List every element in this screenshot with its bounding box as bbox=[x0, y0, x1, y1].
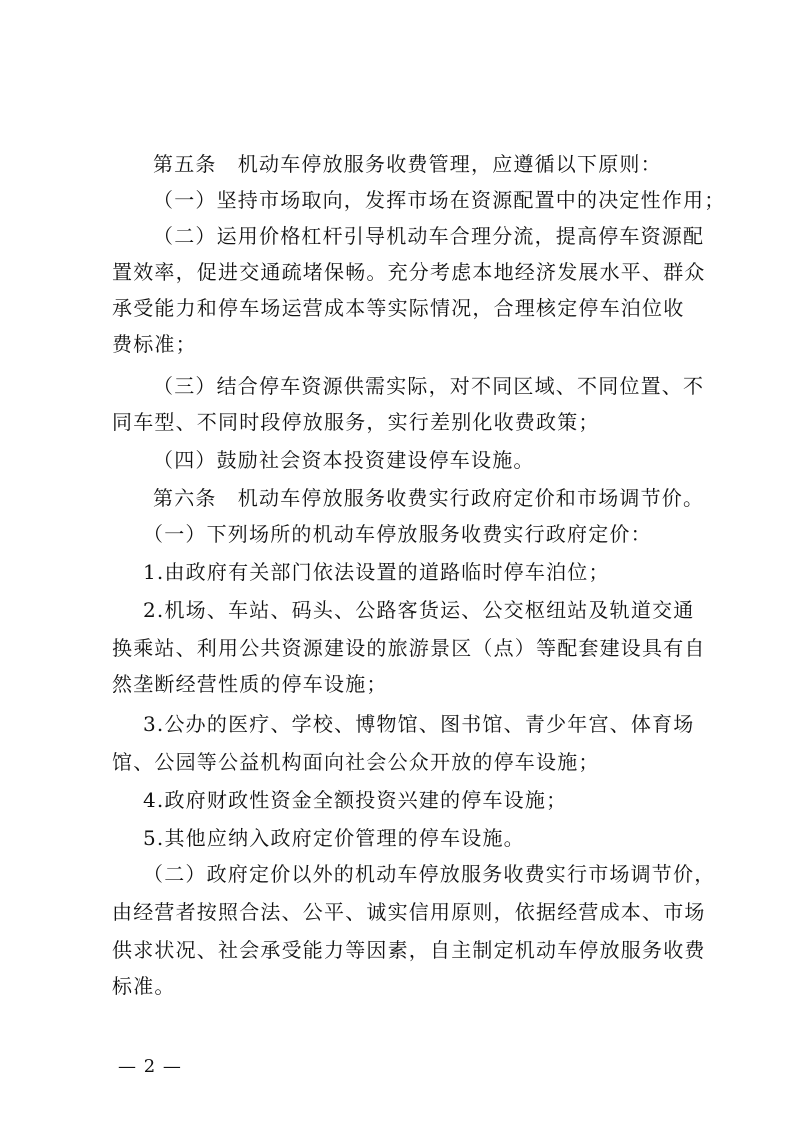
article-6-item-1: （一）下列场所的机动车停放服务收费实行政府定价： bbox=[143, 522, 652, 546]
article-6-item-1-point-2-line-1: 2.机场、车站、码头、公路客货运、公交枢纽站及轨道交通 bbox=[143, 598, 695, 622]
article-5-heading: 第五条 机动车停放服务收费管理，应遵循以下原则： bbox=[153, 152, 662, 176]
article-6-item-1-point-1: 1.由政府有关部门依法设置的道路临时停车泊位； bbox=[143, 560, 610, 584]
article-5-item-2-line-1: （二）运用价格杠杆引导机动车合理分流，提高停车资源配 bbox=[153, 224, 705, 248]
page-number: — 2 — bbox=[118, 1056, 182, 1077]
article-6-item-1-point-5: 5.其他应纳入政府定价管理的停车设施。 bbox=[143, 826, 525, 850]
article-6-item-2-line-2: 由经营者按照合法、公平、诚实信用原则，依据经营成本、市场 bbox=[112, 900, 706, 924]
article-6-item-2-line-1: （二）政府定价以外的机动车停放服务收费实行市场调节价， bbox=[143, 862, 716, 886]
article-5-item-2-line-3: 承受能力和停车场运营成本等实际情况，合理核定停车泊位收 bbox=[112, 296, 685, 320]
article-6-item-1-point-4: 4.政府财政性资金全额投资兴建的停车设施； bbox=[143, 788, 568, 812]
article-6-item-2-line-4: 标准。 bbox=[112, 974, 176, 998]
article-6-item-1-point-3-line-2: 馆、公园等公益机构面向社会公众开放的停车设施； bbox=[112, 750, 600, 774]
article-5-item-1: （一）坚持市场取向，发挥市场在资源配置中的决定性作用； bbox=[153, 188, 726, 212]
article-5-item-2-line-4: 费标准； bbox=[112, 332, 197, 356]
article-6-item-1-point-2-line-3: 然垄断经营性质的停车设施； bbox=[112, 672, 388, 696]
article-5-item-3-line-2: 同车型、不同时段停放服务，实行差别化收费政策； bbox=[112, 410, 600, 434]
article-6-item-1-point-3-line-1: 3.公办的医疗、学校、博物馆、图书馆、青少年宫、体育场 bbox=[143, 712, 695, 736]
article-6-heading: 第六条 机动车停放服务收费实行政府定价和市场调节价。 bbox=[153, 486, 705, 510]
article-6-item-1-point-2-line-2: 换乘站、利用公共资源建设的旅游景区（点）等配套建设具有自 bbox=[112, 636, 706, 660]
article-5-item-2-line-2: 置效率，促进交通疏堵保畅。充分考虑本地经济发展水平、群众 bbox=[112, 260, 706, 284]
article-5-item-3-line-1: （三）结合停车资源供需实际，对不同区域、不同位置、不 bbox=[153, 374, 705, 398]
article-6-item-2-line-3: 供求状况、社会承受能力等因素，自主制定机动车停放服务收费 bbox=[112, 938, 706, 962]
article-5-item-4: （四）鼓励社会资本投资建设停车设施。 bbox=[153, 448, 535, 472]
